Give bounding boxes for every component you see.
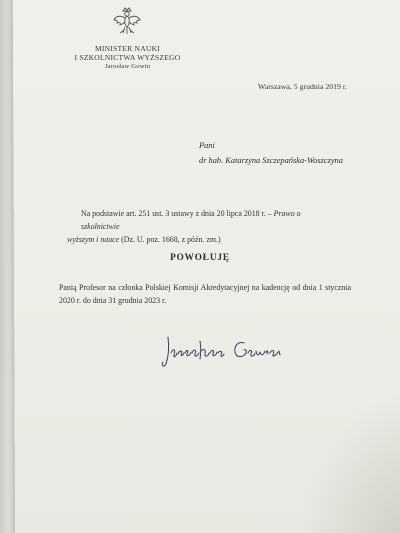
act-title-part-1: Prawo o szkolnictwie: [81, 209, 301, 231]
document-sheet: [13, 0, 400, 533]
handwritten-signature: [160, 331, 285, 371]
letterhead-line-2: I SZKOLNICTWA WYŻSZEGO: [74, 53, 181, 62]
decision-title: POWOŁUJĘ: [170, 252, 230, 262]
letterhead-line-1: MINISTER NAUKI: [94, 44, 161, 53]
addressee-block: [199, 138, 343, 168]
appointment-text: Panią Profesor na członka Polskiej Komisji Akredytacyjnej na kadencję od dnia 1 stycznia 2020 r. do dnia 31 grudnia 2023 r.: [59, 283, 351, 305]
place-and-date: Warszawa, 5 grudnia 2019 r.: [258, 82, 348, 91]
letterhead-minister-name: Jarosław Gowin: [104, 63, 151, 70]
letterhead: [40, 44, 215, 71]
addressee-name: dr hab. Katarzyna Szczepańska-Woszczyna: [199, 156, 343, 165]
addressee-salutation: Pani: [199, 141, 215, 150]
eagle-emblem-icon: [112, 6, 142, 38]
legal-basis-suffix: (Dz. U. poz. 1668, z późn. zm.): [121, 235, 221, 244]
act-title-part-2: wyższym i nauce: [67, 235, 120, 244]
legal-basis-paragraph: [67, 207, 337, 246]
corner-shadow: [297, 390, 400, 533]
legal-basis-prefix: Na podstawie art. 251 ust. 3 ustawy z dnia 20 lipca 2018 r. –: [81, 209, 272, 218]
